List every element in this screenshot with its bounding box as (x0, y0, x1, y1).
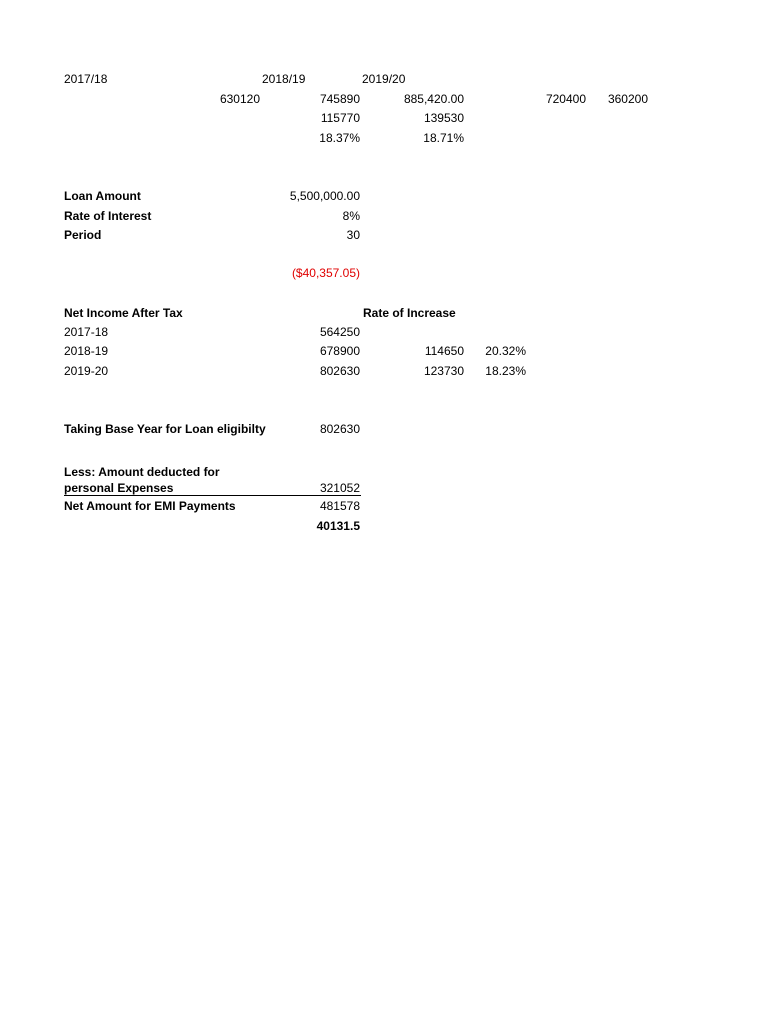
rate-of-increase-title: Rate of Increase (363, 306, 456, 320)
percent-cell: 18.37% (319, 131, 360, 145)
base-year-label: Taking Base Year for Loan eligibilty (64, 422, 266, 436)
emi-payment-value: ($40,357.05) (291, 266, 360, 280)
monthly-emi-capacity-value: 40131.5 (316, 519, 360, 533)
revenue-cell: 360200 (607, 92, 648, 106)
net-income-year: 2018-19 (64, 344, 109, 358)
net-income-value: 564250 (319, 325, 360, 339)
year-header-2019-20: 2019/20 (362, 72, 406, 86)
increase-cell: 139530 (423, 111, 464, 125)
rate-of-interest-value: 8% (342, 209, 360, 223)
net-income-percent: 18.23% (485, 364, 526, 378)
net-income-title: Net Income After Tax (64, 306, 183, 320)
net-emi-value: 481578 (319, 499, 360, 513)
percent-cell: 18.71% (423, 131, 464, 145)
subtotal-rule (64, 495, 361, 496)
rate-of-interest-label: Rate of Interest (64, 209, 152, 223)
net-income-value: 802630 (319, 364, 360, 378)
period-label: Period (64, 228, 102, 242)
less-deduction-value: 321052 (319, 481, 360, 495)
net-income-increase: 123730 (423, 364, 464, 378)
net-income-value: 678900 (319, 344, 360, 358)
period-value: 30 (346, 228, 360, 242)
revenue-cell: 885,420.00 (403, 92, 464, 106)
loan-amount-label: Loan Amount (64, 189, 141, 203)
increase-cell: 115770 (320, 111, 360, 125)
less-deduction-label-line1: Less: Amount deducted for (64, 465, 220, 479)
net-income-year: 2017-18 (64, 325, 109, 339)
net-emi-label: Net Amount for EMI Payments (64, 499, 236, 513)
year-header-2018-19: 2018/19 (262, 72, 306, 86)
net-income-year: 2019-20 (64, 364, 109, 378)
less-deduction-label-line2: personal Expenses (64, 481, 174, 495)
base-year-value: 802630 (319, 422, 360, 436)
revenue-cell: 630120 (219, 92, 260, 106)
revenue-cell: 720400 (545, 92, 586, 106)
revenue-cell: 745890 (319, 92, 360, 106)
loan-amount-value: 5,500,000.00 (289, 189, 360, 203)
net-income-increase: 114650 (424, 344, 464, 358)
net-income-percent: 20.32% (485, 344, 526, 358)
year-header-2017-18: 2017/18 (64, 72, 108, 86)
